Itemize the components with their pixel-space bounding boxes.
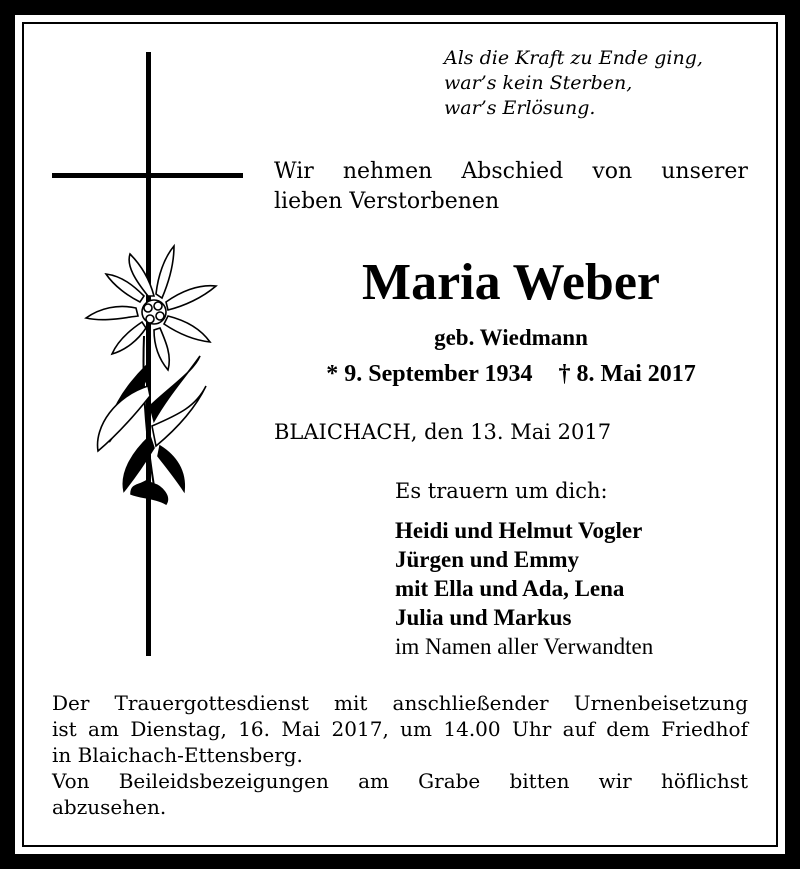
- life-dates: [274, 361, 748, 388]
- motto-line: Als die Kraft zu Ende ging,: [444, 47, 703, 69]
- service-notice: [52, 690, 748, 820]
- mourners-intro: Es trauern um dich:: [395, 479, 608, 503]
- mourner-line: Julia und Markus: [395, 605, 572, 630]
- death-date: † 8. Mai 2017: [558, 361, 696, 387]
- mourner-line: Jürgen und Emmy: [395, 547, 580, 572]
- farewell-intro-line1: [274, 157, 748, 187]
- maiden-name: geb. Wiedmann: [434, 325, 588, 350]
- motto-line: war’s Erlösung.: [444, 97, 596, 119]
- edelweiss-icon: [76, 236, 226, 511]
- motto: [444, 46, 764, 121]
- intro-word: unserer: [661, 159, 748, 184]
- birth-date: * 9. September 1934: [326, 361, 533, 387]
- farewell-intro-line2: lieben Verstorbenen: [274, 189, 500, 214]
- mourner-line: mit Ella und Ada, Lena: [395, 576, 625, 601]
- place-date: BLAICHACH, den 13. Mai 2017: [274, 420, 612, 444]
- motto-line: war’s kein Sterben,: [444, 72, 633, 94]
- mourner-line: Heidi und Helmut Vogler: [395, 518, 643, 543]
- notice-line: in Blaichach-Ettensberg.: [52, 743, 303, 767]
- intro-word: Wir: [274, 159, 314, 184]
- intro-word: Abschied: [461, 159, 564, 184]
- notice-line: ist am Dienstag, 16. Mai 2017, um 14.00 Uhr auf dem Friedhof: [52, 717, 748, 741]
- deceased-name: Maria Weber: [362, 254, 660, 311]
- mourners-closing: im Namen aller Verwandten: [395, 634, 654, 659]
- notice-line: abzusehen.: [52, 795, 167, 819]
- cross-icon-bar: [52, 173, 243, 178]
- notice-line: Von Beileidsbezeigungen am Grabe bitten wir höflichst: [52, 769, 748, 793]
- notice-line: Der Trauergottesdienst mit anschließender Urnenbeisetzung: [52, 691, 748, 715]
- intro-word: von: [592, 159, 633, 184]
- intro-word: nehmen: [342, 159, 433, 184]
- mourners-list: [395, 516, 653, 661]
- farewell-intro: [274, 157, 748, 217]
